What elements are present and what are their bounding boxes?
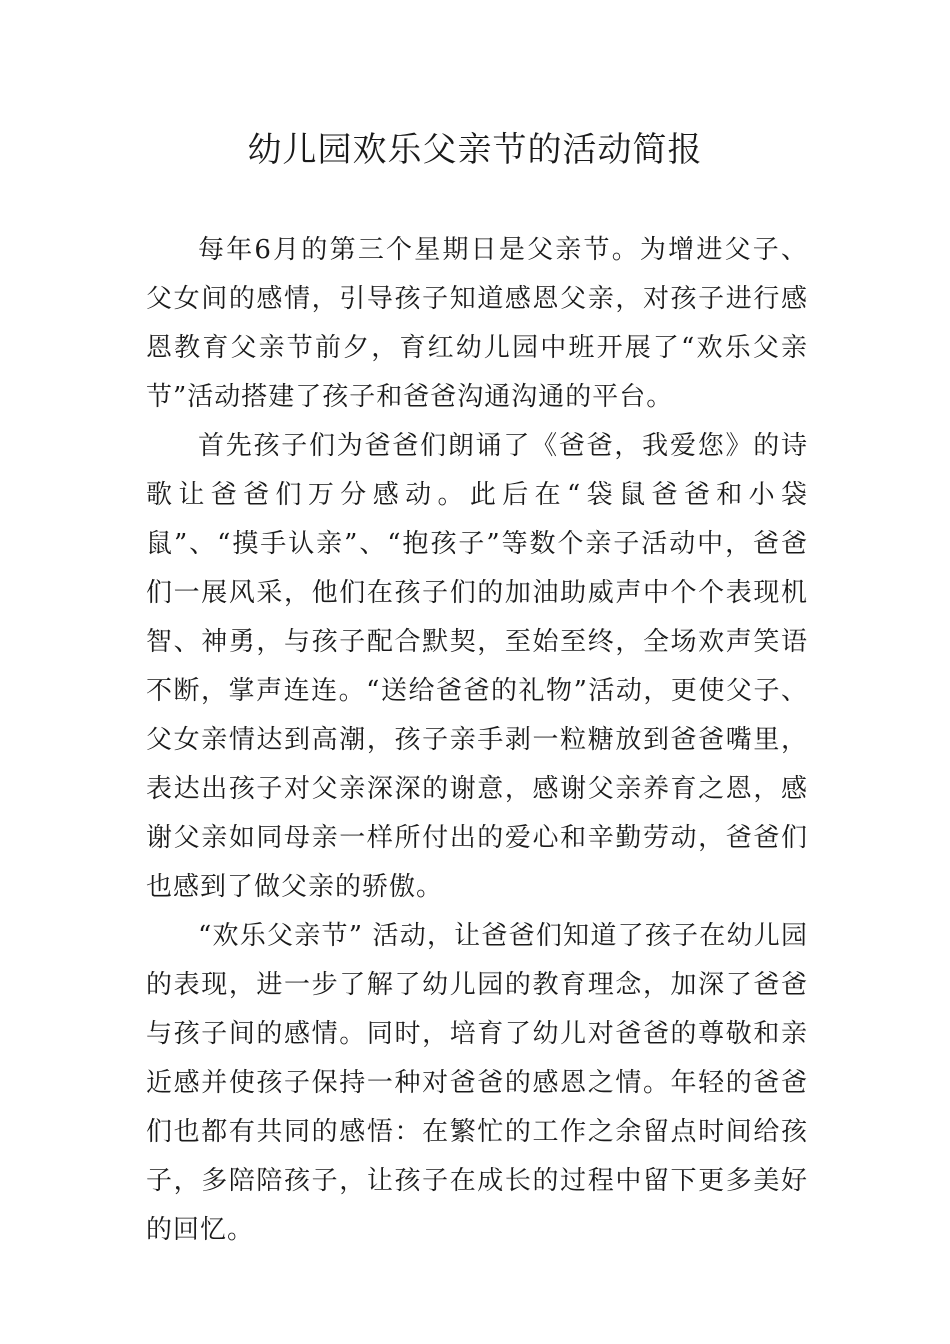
paragraph-1: 每年6月的第三个星期日是父亲节。为增进父子、父女间的感情，引导孩子知道感恩父亲，对孩子进行感恩教育父亲节前夕，育红幼儿园中班开展了“欢乐父亲节”活动搭建了孩子和爸爸沟通沟通的平台。 — [146, 235, 808, 412]
document-title: 幼儿园欢乐父亲节的活动简报 — [247, 130, 703, 170]
paragraph-3: “欢乐父亲节” 活动，让爸爸们知道了孩子在幼儿园的表现，进一步了解了幼儿园的教育理念，加深了爸爸与孩子间的感情。同时，培育了幼儿对爸爸的尊敬和亲近感并使孩子保持一种对爸爸的感恩之情。年轻的爸爸们也都有共同的感悟：在繁忙的工作之余留点时间给孩子，多陪陪孩子，让孩子在成长的过程中留下更多美好的回忆。 — [146, 921, 808, 1245]
document-body — [146, 226, 808, 1255]
paragraph-2: 首先孩子们为爸爸们朗诵了《爸爸，我爱您》的诗歌让爸爸们万分感动。此后在“袋鼠爸爸和小袋鼠”、“摸手认亲”、“抱孩子”等数个亲子活动中，爸爸们一展风采，他们在孩子们的加油助威声中个个表现机智、神勇，与孩子配合默契，至始至终，全场欢声笑语不断，掌声连连。“送给爸爸的礼物”活动，更使父子、父女亲情达到高潮，孩子亲手剥一粒糖放到爸爸嘴里，表达出孩子对父亲深深的谢意，感谢父亲养育之恩，感谢父亲如同母亲一样所付出的爱心和辛勤劳动，爸爸们也感到了做父亲的骄傲。 — [146, 431, 808, 902]
